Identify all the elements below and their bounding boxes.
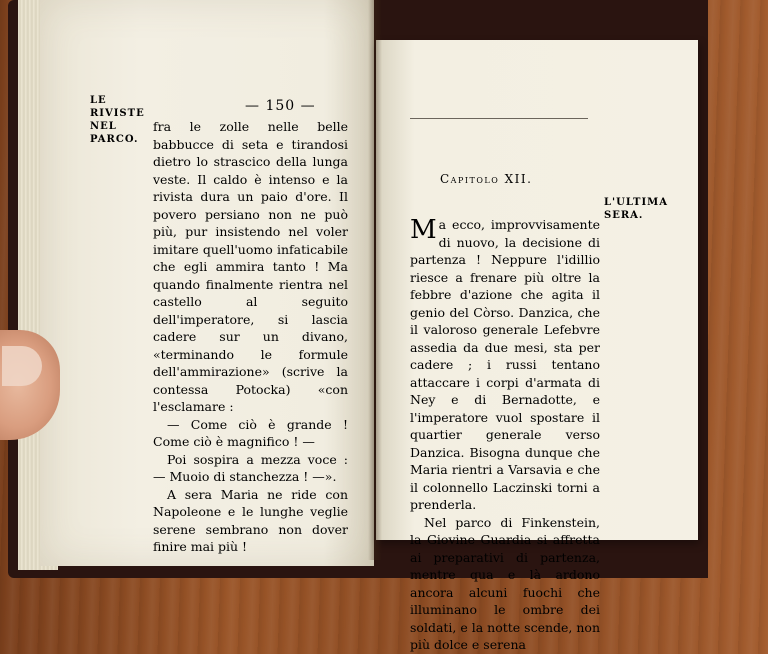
- left-margin-note: LE RIVISTE NEL PARCO.: [90, 95, 145, 145]
- left-body-text: [153, 118, 348, 556]
- paragraph: — Come ciò è grande ! Come ciò è magnifico ! —: [153, 416, 348, 449]
- chapter-heading: Capitolo XII.: [440, 172, 533, 186]
- chapter-rule: [410, 118, 588, 119]
- paragraph: Nel parco di Finkenstein, la Giovine Guardia si affretta ai preparativi di partenza, mentre qua e là ardono ancora alcuni fuochi che illuminano le ombre dei soldati, e la notte scende, non più dolce e serena: [410, 514, 600, 652]
- thumbnail-nail: [2, 346, 42, 386]
- paragraph-text: a ecco, improvvisamente di nuovo, la decisione di partenza ! Neppure l'idillio riesce a frenare più oltre la febbre d'azione che agita il genio del Còrso. Danzica, che il valoroso generale Lefebvre assedia da due mesi, sta per cadere ; i russi tentano attaccare i corpi d'armata di Ney e di Bernadotte, e l'imperatore vuol spostare il quartier generale verso Danzica. Bisogna dunque che Maria rientri a Varsavia e che il colonnello Laczinski torni a prenderla.: [410, 217, 600, 512]
- drop-cap: M: [410, 215, 437, 245]
- paragraph: Poi sospira a mezza voce : — Muoio di stanchezza ! —».: [153, 451, 348, 484]
- right-margin-note: L'ULTIMA SERA.: [604, 197, 668, 221]
- paragraph: fra le zolle nelle belle babbucce di seta e tirandosi dietro lo strascico della lunga veste. Il caldo è intenso e la rivista dura un paio d'ore. Il povero persiano non ne può più, pur insistendo nel voler imitare quell'uomo infaticabile che egli ammira tanto ! Ma quando finalmente rientra nel castello al seguito dell'imperatore, si lascia cadere sur un divano, «terminando le formule dell'ammirazione» (scrive la contessa Potocka) «con l'esclamare :: [153, 119, 348, 414]
- paragraph: A sera Maria ne ride con Napoleone e le lunghe veglie serene sembrano non dover finire mai più !: [153, 486, 348, 554]
- page-number: — 150 —: [245, 98, 316, 114]
- book-gutter: [368, 0, 382, 560]
- right-body-text: [410, 216, 600, 654]
- paragraph-opening: [410, 216, 600, 514]
